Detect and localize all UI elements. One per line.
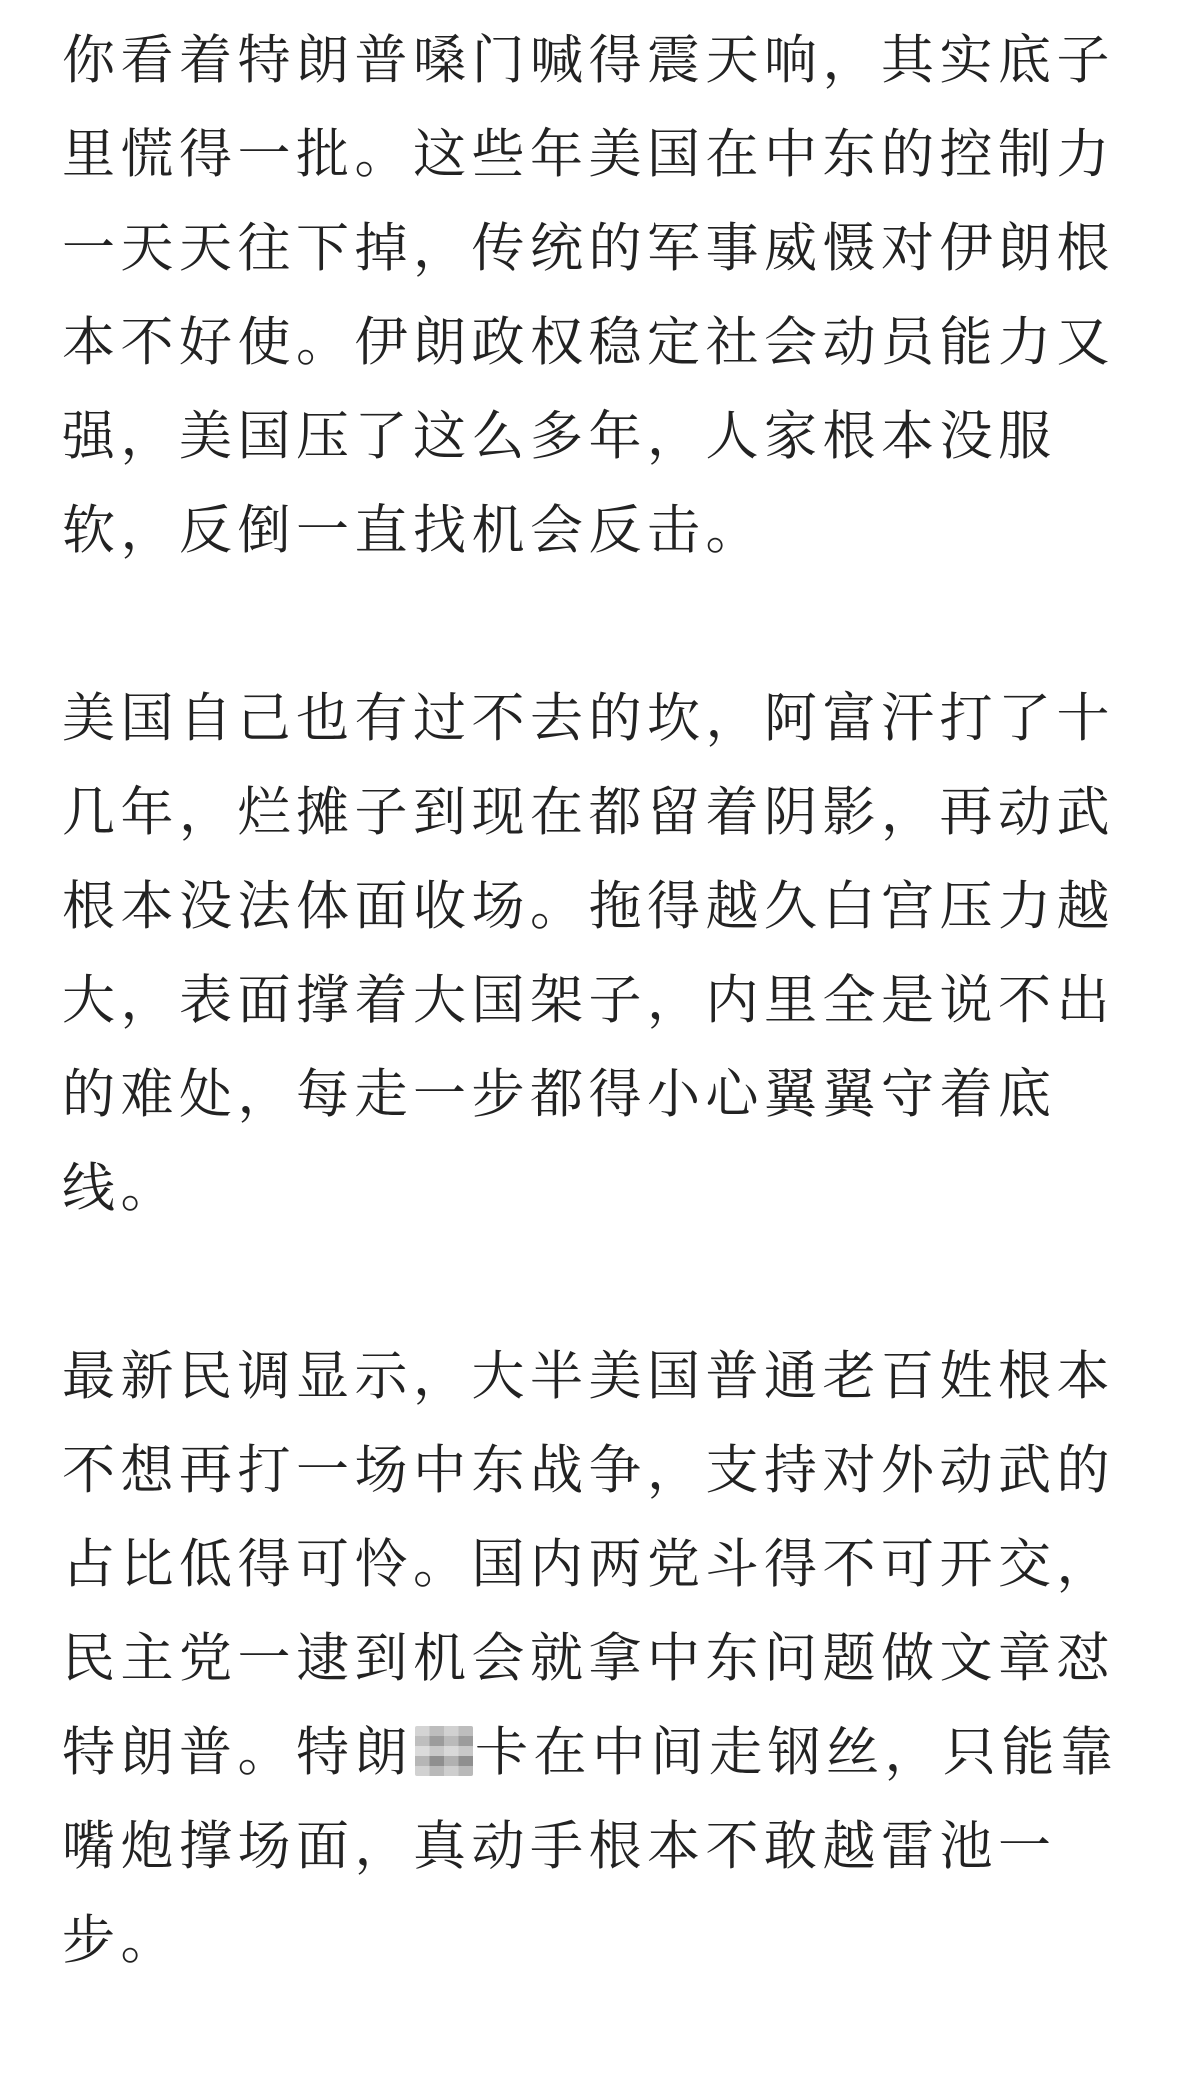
text-line: 本不好使。伊朗政权稳定社会动员能力又 bbox=[62, 312, 1115, 373]
text-line: 里慌得一批。这些年美国在中东的控制力 bbox=[62, 124, 1115, 185]
text-line: 一天天往下掉，传统的军事威慑对伊朗根 bbox=[62, 218, 1115, 279]
text-line-with-mosaic bbox=[62, 1706, 1122, 1800]
article-body bbox=[62, 14, 1122, 2082]
text-line: 民主党一逮到机会就拿中东问题做文章怼 bbox=[62, 1628, 1115, 1689]
text-line: 最新民调显示，大半美国普通老百姓根本 bbox=[62, 1346, 1115, 1407]
text-line: 几年，烂摊子到现在都留着阴影，再动武 bbox=[62, 782, 1115, 843]
text-line: 步。 bbox=[62, 1910, 179, 1971]
paragraph-1 bbox=[62, 14, 1122, 578]
text-line: 强，美国压了这么多年，人家根本没服 bbox=[62, 406, 1057, 467]
paragraph-3 bbox=[62, 1330, 1122, 1988]
text-line: 美国自己也有过不去的坎，阿富汗打了十 bbox=[62, 688, 1115, 749]
mosaic-censor-icon bbox=[415, 1726, 473, 1776]
text-segment: 卡在中间走钢丝，只能靠 bbox=[475, 1722, 1119, 1783]
text-line: 大，表面撑着大国架子，内里全是说不出 bbox=[62, 970, 1115, 1031]
text-line: 不想再打一场中东战争，支持对外动武的 bbox=[62, 1440, 1115, 1501]
text-line: 的难处，每走一步都得小心翼翼守着底 bbox=[62, 1064, 1057, 1125]
paragraph-2 bbox=[62, 672, 1122, 1236]
text-line: 你看着特朗普嗓门喊得震天响，其实底子 bbox=[62, 30, 1115, 91]
text-line: 嘴炮撑场面，真动手根本不敢越雷池一 bbox=[62, 1816, 1057, 1877]
text-line: 占比低得可怜。国内两党斗得不可开交， bbox=[62, 1534, 1115, 1595]
text-segment: 特朗普。特朗 bbox=[62, 1722, 413, 1783]
text-line: 根本没法体面收场。拖得越久白宫压力越 bbox=[62, 876, 1115, 937]
text-line: 软，反倒一直找机会反击。 bbox=[62, 500, 764, 561]
text-line: 线。 bbox=[62, 1158, 179, 1219]
